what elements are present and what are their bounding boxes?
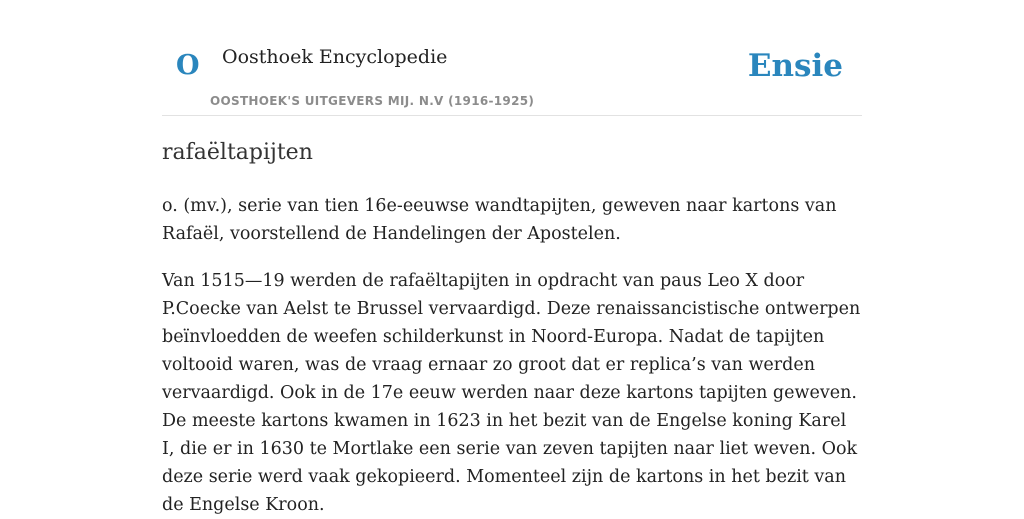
entry-card	[162, 0, 862, 515]
publisher-label: OOSTHOEK'S UITGEVERS MIJ. N.V (1916-1925)	[210, 94, 535, 108]
entry-body: Van 1515—19 werden de rafaëltapijten in opdracht van paus Leo X door P.Coecke van Aelst te Brussel vervaardigd. Deze renaissancistische ontwerpen beïnvloedden de weefen schilderkunst in Noord-Europa. Nadat de tapijten voltooid waren, was de vraag ernaar zo groot dat er replica’s van werden vervaardigd. Ook in de 17e eeuw werden naar deze kartons tapijten geweven. De meeste kartons kwamen in 1623 in het bezit van de Engelse koning Karel I, die er in 1630 te Mortlake een serie van zeven tapijten naar liet weven. Ook deze serie werd vaak gekopieerd. Momenteel zijn de kartons in het bezit van de Engelse Kroon.	[162, 271, 861, 515]
entry-title: rafaëltapijten	[162, 140, 313, 165]
ensie-brand-link[interactable]: Ensie	[747, 48, 843, 84]
encyclopedia-name[interactable]: Oosthoek Encyclopedie	[222, 46, 448, 68]
encyclopedia-logo-letter[interactable]: O	[176, 50, 200, 81]
entry-definition: o. (mv.), serie van tien 16e-eeuwse wandtapijten, geweven naar kartons van Rafaël, voorstellend de Handelingen der Apostelen.	[162, 196, 837, 244]
page-header	[162, 0, 862, 116]
